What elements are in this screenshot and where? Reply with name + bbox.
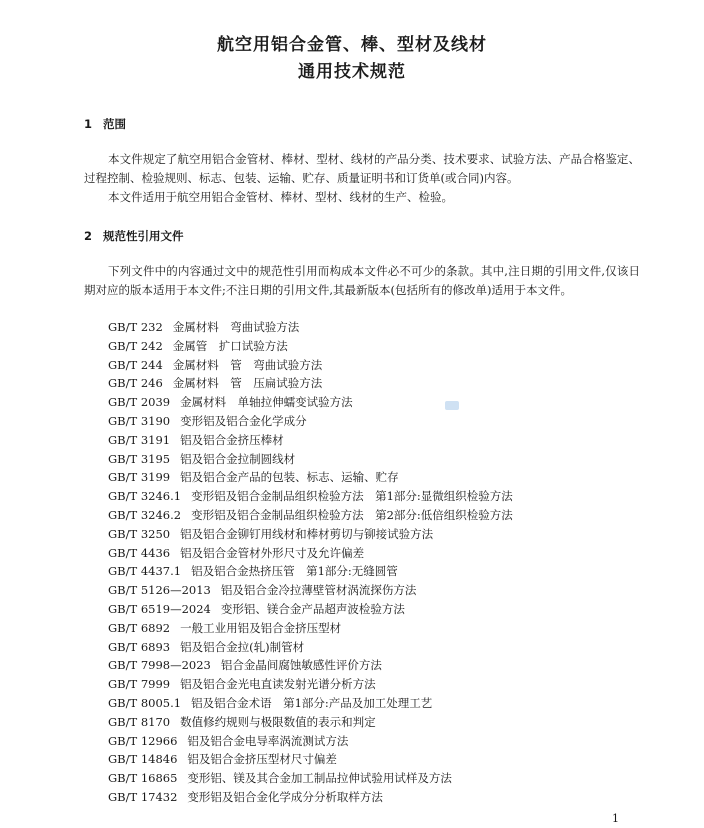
reference-item <box>108 619 513 638</box>
reference-item <box>108 638 513 657</box>
reference-title: 铝及铝合金铆钉用线材和棒材剪切与铆接试验方法 <box>180 526 434 541</box>
reference-code: GB/T 16865 <box>108 771 178 786</box>
reference-item <box>108 487 513 506</box>
section-heading-scope <box>84 116 126 132</box>
reference-item <box>108 374 513 393</box>
reference-title: 变形铝、镁及其合金加工制品拉伸试验用试样及方法 <box>187 771 452 786</box>
reference-title: 金属材料 弯曲试验方法 <box>172 320 300 334</box>
reference-title: 铝及铝合金冷拉薄壁管材涡流探伤方法 <box>220 583 417 598</box>
reference-code: GB/T 3246.2 <box>108 507 182 522</box>
section-number: 1 <box>84 117 93 131</box>
reference-code: GB/T 3195 <box>108 451 171 466</box>
section-number: 2 <box>84 229 93 243</box>
section-heading-normative-references <box>84 228 184 244</box>
references-intro-paragraph: 下列文件中的内容通过文中的规范性引用而构成本文件必不可少的条款。其中,注日期的引用文件,仅该日期对应的版本适用于本文件;不注日期的引用文件,其最新版本(包括所有的修改单)适用于本文件。 <box>84 264 640 297</box>
reference-title: 变形铝及铝合金化学成分分析取样方法 <box>187 789 383 804</box>
reference-title: 变形铝及铝合金化学成分 <box>180 413 307 428</box>
reference-item <box>108 750 513 769</box>
reference-code: GB/T 2039 <box>108 395 171 410</box>
reference-code: GB/T 232 <box>108 320 163 334</box>
reference-code: GB/T 14846 <box>108 752 178 767</box>
reference-item <box>108 525 513 544</box>
reference-item <box>108 713 513 732</box>
reference-title: 铝合金晶间腐蚀敏感性评价方法 <box>220 658 382 673</box>
reference-code: GB/T 6893 <box>108 639 171 654</box>
reference-code: GB/T 8170 <box>108 714 171 729</box>
reference-code: GB/T 3190 <box>108 413 171 428</box>
reference-title: 铝及铝合金管材外形尺寸及允许偏差 <box>180 545 365 560</box>
reference-title: 铝及铝合金电导率涡流测试方法 <box>187 733 349 748</box>
reference-item <box>108 450 513 469</box>
reference-item <box>108 581 513 600</box>
reference-code: GB/T 242 <box>108 338 163 353</box>
reference-item <box>108 562 513 581</box>
reference-item <box>108 675 513 694</box>
reference-title: 铝及铝合金光电直读发射光谱分析方法 <box>180 677 376 692</box>
reference-title: 金属材料 管 弯曲试验方法 <box>172 357 323 372</box>
reference-item <box>108 412 513 431</box>
reference-code: GB/T 244 <box>108 357 163 372</box>
reference-code: GB/T 6519—2024 <box>108 601 211 616</box>
reference-title: 金属材料 管 压扁试验方法 <box>172 376 323 391</box>
reference-item <box>108 544 513 563</box>
reference-code: GB/T 8005.1 <box>108 695 182 710</box>
reference-item <box>108 506 513 525</box>
reference-title: 铝及铝合金产品的包装、标志、运输、贮存 <box>180 470 399 485</box>
scope-paragraph-1: 本文件规定了航空用铝合金管材、棒材、型材、线材的产品分类、技术要求、试验方法、产品合格鉴定、过程控制、检验规则、标志、包装、运输、贮存、质量证明书和订货单(或合同)内容。 <box>84 152 640 185</box>
reference-code: GB/T 12966 <box>108 733 178 748</box>
reference-title: 铝及铝合金挤压型材尺寸偏差 <box>187 752 337 767</box>
watermark-logo <box>445 401 459 410</box>
reference-title: 金属管 扩口试验方法 <box>172 338 288 353</box>
document-subtitle: 通用技术规范 <box>298 62 406 82</box>
reference-title: 金属材料 单轴拉伸蠕变试验方法 <box>180 395 353 410</box>
reference-code: GB/T 3246.1 <box>108 489 182 504</box>
reference-code: GB/T 246 <box>108 376 163 391</box>
reference-item <box>108 356 513 375</box>
reference-list <box>108 318 513 807</box>
reference-code: GB/T 3250 <box>108 526 171 541</box>
reference-item <box>108 732 513 751</box>
reference-title: 变形铝、镁合金产品超声波检验方法 <box>220 601 405 616</box>
reference-title: 一般工业用铝及铝合金挤压型材 <box>180 620 342 635</box>
reference-title: 铝及铝合金挤压棒材 <box>180 432 284 447</box>
section-title: 范围 <box>103 117 126 131</box>
page-number: 1 <box>612 812 619 825</box>
reference-title: 铝及铝合金拉(轧)制管材 <box>180 639 305 654</box>
reference-item <box>108 600 513 619</box>
reference-item <box>108 318 513 337</box>
reference-code: GB/T 7999 <box>108 677 171 692</box>
reference-code: GB/T 17432 <box>108 789 178 804</box>
reference-code: GB/T 5126—2013 <box>108 583 211 598</box>
reference-item <box>108 694 513 713</box>
reference-code: GB/T 4437.1 <box>108 564 182 579</box>
reference-item <box>108 656 513 675</box>
reference-item <box>108 769 513 788</box>
reference-code: GB/T 7998—2023 <box>108 658 211 673</box>
reference-item <box>108 788 513 807</box>
reference-code: GB/T 6892 <box>108 620 171 635</box>
reference-title: 变形铝及铝合金制品组织检验方法 第1部分:显微组织检验方法 <box>191 489 513 504</box>
document-title: 航空用铝合金管、棒、型材及线材 <box>217 35 487 55</box>
reference-code: GB/T 4436 <box>108 545 171 560</box>
reference-item <box>108 468 513 487</box>
reference-title: 铝及铝合金术语 第1部分:产品及加工处理工艺 <box>191 695 433 710</box>
section-title: 规范性引用文件 <box>103 229 184 243</box>
reference-item <box>108 337 513 356</box>
reference-title: 变形铝及铝合金制品组织检验方法 第2部分:低倍组织检验方法 <box>191 507 513 522</box>
reference-code: GB/T 3191 <box>108 432 171 447</box>
reference-title: 铝及铝合金拉制圆线材 <box>180 451 296 466</box>
reference-code: GB/T 3199 <box>108 470 171 485</box>
reference-item <box>108 431 513 450</box>
reference-title: 铝及铝合金热挤压管 第1部分:无缝圆管 <box>191 564 398 579</box>
reference-title: 数值修约规则与极限数值的表示和判定 <box>180 714 376 729</box>
scope-paragraph-2: 本文件适用于航空用铝合金管材、棒材、型材、线材的生产、检验。 <box>108 190 453 204</box>
